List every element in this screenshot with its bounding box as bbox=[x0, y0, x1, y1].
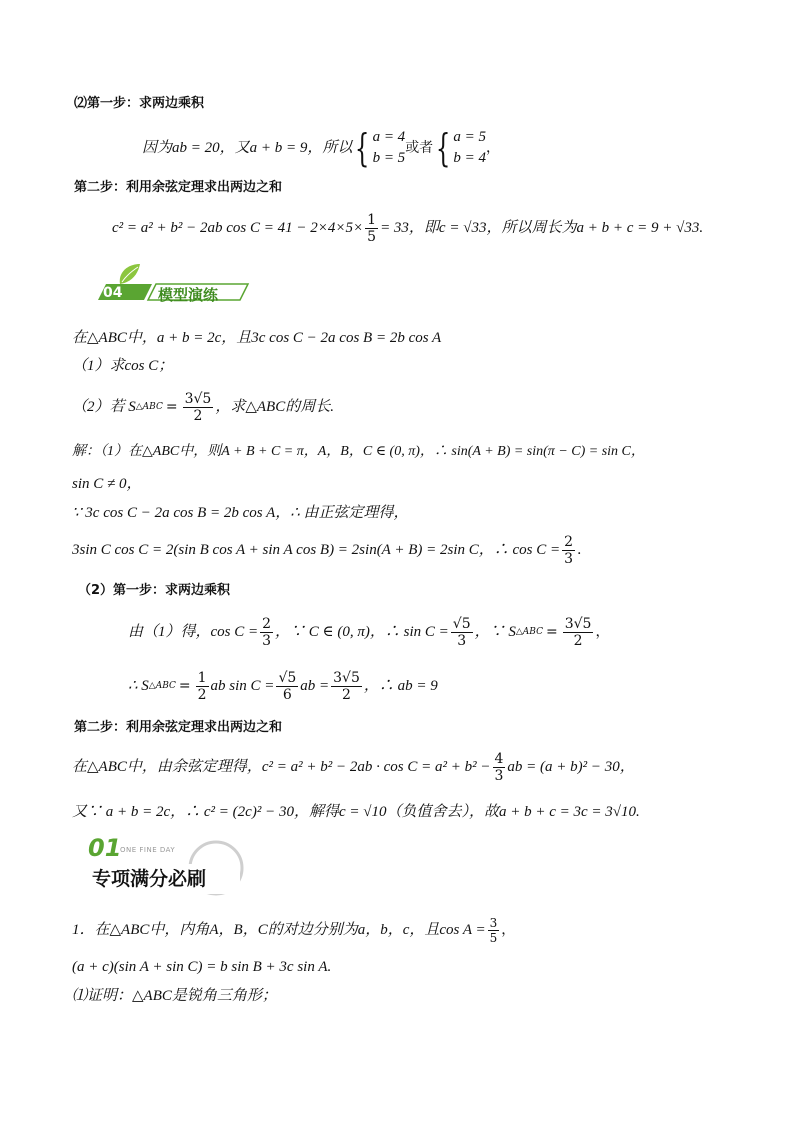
sol-line3: ∵ 3c cos C − 2a cos B = 2b cos A，∴ 由正弦定理得， bbox=[72, 505, 409, 521]
frac-den: 5 bbox=[367, 228, 377, 245]
part2-heading: ⑵第一步：求两边乘积 bbox=[74, 96, 205, 111]
sol-line4-a: 3sin C cos C = 2(sin B cos A + sin A cos B) = 2sin(A + B) = 2sin C，∴ cos C = bbox=[72, 542, 561, 558]
fraction bbox=[183, 391, 214, 424]
problem-q1: （1）求cos C； bbox=[72, 358, 174, 374]
frac-num: √5 bbox=[452, 615, 471, 632]
step1-or: 或者 bbox=[405, 140, 434, 156]
brace-icon: { bbox=[436, 126, 451, 170]
frac-den: 6 bbox=[282, 686, 292, 703]
sol-line4 bbox=[72, 530, 581, 570]
banner01-title: 专项满分必刷 bbox=[92, 868, 207, 890]
system-2 bbox=[453, 127, 486, 169]
fraction bbox=[260, 616, 273, 649]
sol-step2-line1 bbox=[72, 746, 635, 788]
step2-formula bbox=[112, 208, 703, 248]
sol-line1: 解：（1）在△ABC中，则A + B + C = π，A，B，C ∈ (0, π)，∴ sin(A + B) = sin(π − C) = sin C， bbox=[72, 444, 645, 459]
step2-heading: 第二步：利用余弦定理求出两边之和 bbox=[74, 180, 283, 195]
banner01-number: 01 bbox=[88, 834, 122, 862]
fraction bbox=[493, 751, 506, 784]
frac-den: 3 bbox=[494, 767, 504, 784]
sol2-heading: （2）第一步：求两边乘积 bbox=[78, 583, 231, 598]
frac-num: 3√5 bbox=[564, 615, 592, 632]
frac-den: 2 bbox=[197, 686, 207, 703]
frac-den: 3 bbox=[564, 550, 574, 567]
frac-den: 2 bbox=[193, 407, 203, 424]
frac-num: √5 bbox=[278, 669, 297, 686]
ex1-line1 bbox=[72, 910, 515, 950]
sol2-line1 bbox=[128, 610, 609, 654]
sol-step2-line2: 又∵ a + b = 2c，∴ c² = (2c)² − 30，解得c = √10（负值舍去），故a + b + c = 3c = 3√10. bbox=[72, 804, 640, 820]
sol-line2: sin C ≠ 0， bbox=[72, 476, 142, 492]
frac-num: 2 bbox=[262, 615, 272, 632]
sol2-line2-b: = bbox=[178, 678, 191, 694]
sol2-line2-c: ab sin C = bbox=[210, 678, 275, 694]
fraction bbox=[562, 534, 575, 567]
section-banner-04 bbox=[90, 262, 250, 312]
sol2-line1-a: 由（1）得，cos C = bbox=[128, 624, 259, 640]
banner04-number: 04 bbox=[103, 285, 123, 301]
system-1 bbox=[373, 127, 406, 169]
ex1-line1-b: ， bbox=[501, 922, 516, 938]
banner01-tagline: ONE FINE DAY bbox=[120, 846, 176, 854]
sol2-line1-sub: △ABC bbox=[515, 627, 543, 637]
sol2-line1-e: ， bbox=[595, 624, 610, 640]
frac-den: 2 bbox=[342, 686, 351, 703]
sys2-eq1: a = 5 bbox=[453, 129, 486, 145]
step1-line bbox=[142, 126, 500, 170]
fraction bbox=[196, 670, 209, 703]
frac-num: 1 bbox=[367, 211, 377, 228]
sol2-line2 bbox=[128, 664, 438, 708]
problem-q2-sub: △ABC bbox=[135, 402, 163, 412]
sol2-line1-b: ，∵ C ∈ (0, π)，∴ sin C = bbox=[275, 624, 449, 640]
frac-den: 3 bbox=[262, 632, 272, 649]
frac-num: 2 bbox=[564, 533, 574, 550]
sol2-line1-d: = bbox=[545, 624, 558, 640]
sol-step2-line1-b: ab = (a + b)² − 30， bbox=[507, 759, 635, 775]
sol2-line2-a: ∴ S bbox=[128, 678, 149, 694]
ex1-q1: ⑴证明：△ABC是锐角三角形； bbox=[72, 988, 277, 1004]
problem-q2-a: （2）若 S bbox=[72, 399, 136, 415]
sol-step2-heading: 第二步：利用余弦定理求出两边之和 bbox=[74, 720, 283, 735]
banner04-title: 模型演练 bbox=[158, 286, 219, 304]
ex1-line1-a: 1．在△ABC中，内角A，B，C的对边分别为a，b，c，且cos A = bbox=[72, 922, 486, 938]
frac-num: 3√5 bbox=[184, 390, 212, 407]
fraction bbox=[276, 670, 298, 703]
fraction bbox=[331, 670, 362, 703]
problem-q2: （2）若 S △ABC = $\frac{3√5}{2}$ ，求△ABC的周长. bbox=[72, 390, 334, 424]
step1-text: 因为ab = 20，又a + b = 9，所以 bbox=[142, 140, 353, 156]
sol-step2-line1-a: 在△ABC中，由余弦定理得，c² = a² + b² − 2ab · cos C = a² + b² − bbox=[72, 759, 491, 775]
fraction bbox=[488, 916, 500, 945]
problem-line1: 在△ABC中，a + b = 2c，且3c cos C − 2a cos B = 2b cos A bbox=[72, 330, 442, 346]
frac-num: 4 bbox=[494, 750, 504, 767]
sys1-eq1: a = 4 bbox=[372, 129, 406, 145]
section-banner-01 bbox=[88, 834, 248, 898]
fraction bbox=[451, 616, 473, 649]
fraction bbox=[563, 616, 594, 649]
sol2-line2-sub: △ABC bbox=[148, 681, 176, 691]
problem-q2-b: ，求△ABC的周长. bbox=[215, 399, 334, 415]
frac-den: 3 bbox=[457, 632, 467, 649]
frac-num: 3 bbox=[489, 915, 498, 930]
fraction bbox=[365, 212, 378, 245]
frac-num: 1 bbox=[197, 669, 207, 686]
sol2-line2-e: ，∴ ab = 9 bbox=[363, 678, 438, 694]
sol2-line2-d: ab = bbox=[300, 678, 330, 694]
brace-icon: { bbox=[355, 126, 370, 170]
sol2-line1-c: ，∵ S bbox=[474, 624, 516, 640]
frac-num: 3√5 bbox=[333, 669, 360, 686]
sys2-eq2: b = 4 bbox=[453, 150, 486, 166]
frac-den: 2 bbox=[573, 632, 583, 649]
sys1-eq2: b = 5 bbox=[372, 150, 406, 166]
step2-formula-a: c² = a² + b² − 2ab cos C = 41 − 2×4×5× bbox=[112, 220, 364, 236]
step2-formula-b: = 33，即c = √33，所以周长为a + b + c = 9 + √33. bbox=[380, 220, 704, 236]
step1-end: ， bbox=[486, 140, 500, 156]
sol-line4-end: . bbox=[577, 542, 582, 558]
ex1-line2: (a + c)(sin A + sin C) = b sin B + 3c sin A. bbox=[72, 959, 332, 975]
frac-den: 5 bbox=[489, 930, 498, 945]
